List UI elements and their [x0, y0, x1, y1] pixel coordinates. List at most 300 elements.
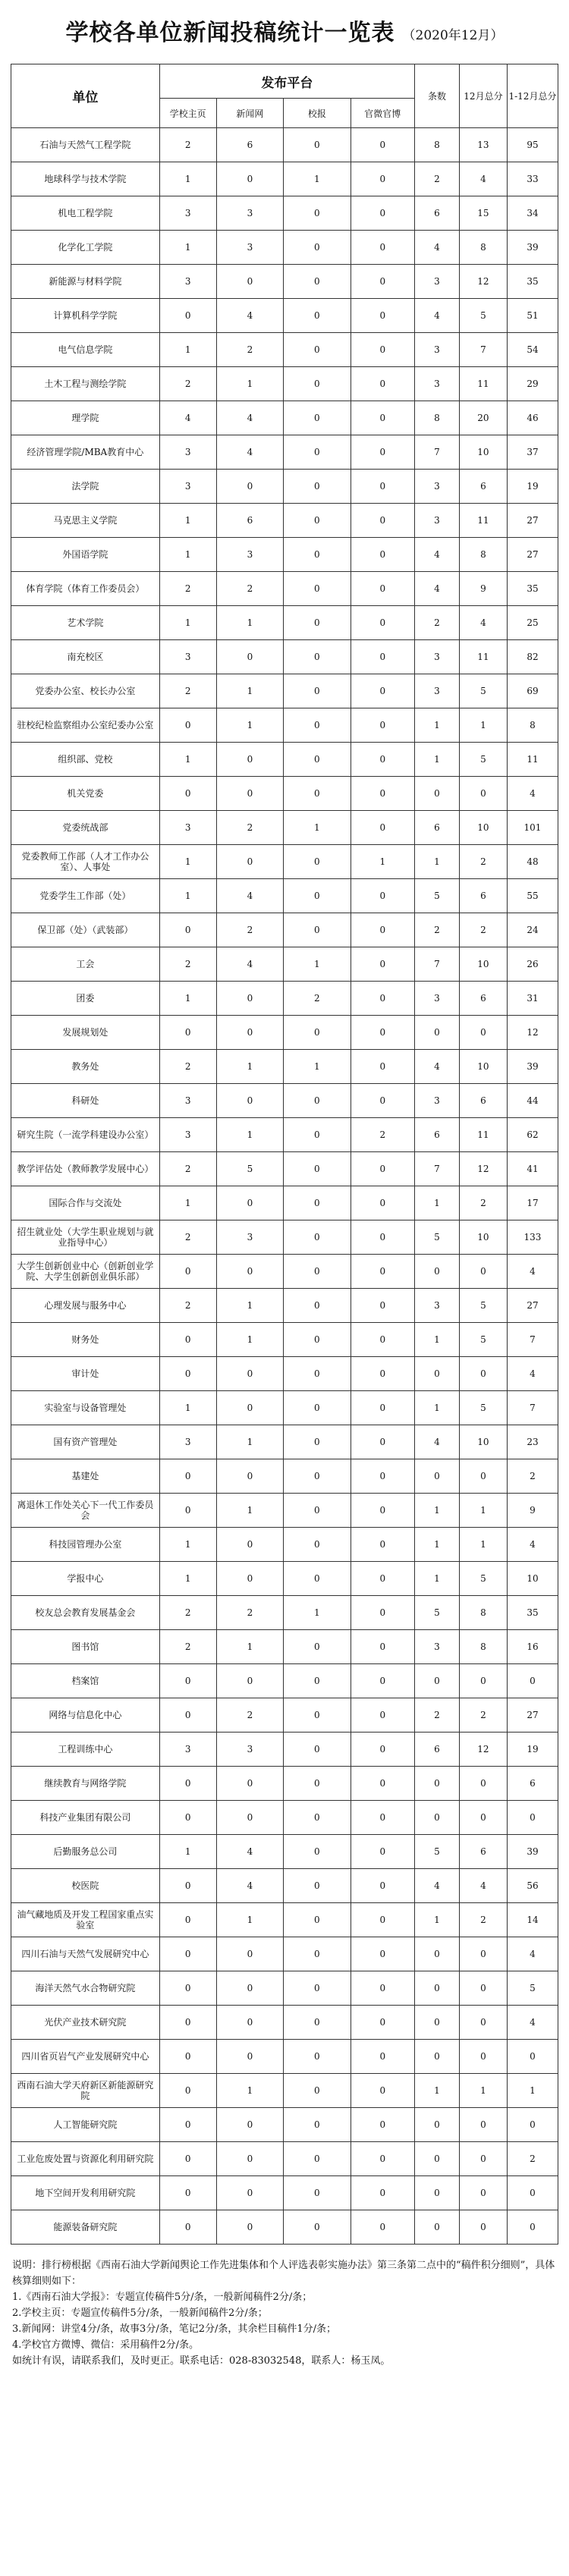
item-count: 2	[415, 606, 460, 640]
title-text: 学校各单位新闻投稿统计一览表	[65, 20, 395, 46]
table-row	[11, 401, 558, 435]
dec-score: 0	[459, 1255, 507, 1289]
school-paper-count: 0	[284, 128, 351, 162]
school-paper-count: 1	[284, 162, 351, 196]
school-paper-count: 0	[284, 1357, 351, 1391]
unit-name: 化学化工学院	[11, 231, 160, 265]
year-score: 8	[507, 708, 558, 743]
unit-name: 能源装备研究院	[11, 2210, 160, 2245]
official-media-count: 0	[351, 2210, 414, 2245]
unit-name: 科技产业集团有限公司	[11, 1801, 160, 1835]
item-count: 2	[415, 1698, 460, 1733]
note-line: 4.学校官方微博、微信：采用稿件2分/条。	[12, 2339, 200, 2351]
news-net-count: 2	[216, 1596, 283, 1630]
item-count: 7	[415, 947, 460, 982]
official-media-count: 0	[351, 743, 414, 777]
table-row	[11, 1255, 558, 1289]
school-paper-count: 0	[284, 1391, 351, 1425]
table-row	[11, 606, 558, 640]
year-score: 26	[507, 947, 558, 982]
news-net-count: 0	[216, 1971, 283, 2006]
school-home-count: 2	[159, 367, 216, 401]
item-count: 1	[415, 1528, 460, 1562]
header-unit: 单位	[11, 64, 160, 128]
school-home-count: 2	[159, 1152, 216, 1186]
news-net-count: 5	[216, 1152, 283, 1186]
dec-score: 0	[459, 2040, 507, 2074]
item-count: 5	[415, 879, 460, 913]
table-row	[11, 538, 558, 572]
unit-name: 发展规划处	[11, 1016, 160, 1050]
school-home-count: 0	[159, 1323, 216, 1357]
year-score: 16	[507, 1630, 558, 1664]
school-paper-count: 0	[284, 1664, 351, 1698]
year-score: 39	[507, 1835, 558, 1869]
year-score: 46	[507, 401, 558, 435]
news-net-count: 0	[216, 1357, 283, 1391]
school-paper-count: 0	[284, 1255, 351, 1289]
school-paper-count: 0	[284, 1528, 351, 1562]
official-media-count: 0	[351, 128, 414, 162]
dec-score: 10	[459, 811, 507, 845]
official-media-count: 0	[351, 1050, 414, 1084]
official-media-count: 0	[351, 1186, 414, 1220]
dec-score: 11	[459, 640, 507, 674]
year-score: 7	[507, 1391, 558, 1425]
year-score: 95	[507, 128, 558, 162]
official-media-count: 0	[351, 2006, 414, 2040]
school-home-count: 1	[159, 1186, 216, 1220]
unit-name: 电气信息学院	[11, 333, 160, 367]
school-home-count: 2	[159, 1596, 216, 1630]
unit-name: 教学评估处（教师教学发展中心）	[11, 1152, 160, 1186]
item-count: 6	[415, 1733, 460, 1767]
table-row	[11, 1835, 558, 1869]
year-score: 35	[507, 572, 558, 606]
news-net-count: 2	[216, 333, 283, 367]
item-count: 0	[415, 2006, 460, 2040]
school-home-count: 2	[159, 1630, 216, 1664]
school-home-count: 1	[159, 162, 216, 196]
statistics-table	[11, 64, 558, 2245]
year-score: 33	[507, 162, 558, 196]
official-media-count: 0	[351, 811, 414, 845]
news-net-count: 0	[216, 2176, 283, 2210]
item-count: 5	[415, 1596, 460, 1630]
news-net-count: 0	[216, 640, 283, 674]
official-media-count: 0	[351, 231, 414, 265]
official-media-count: 0	[351, 401, 414, 435]
school-home-count: 4	[159, 401, 216, 435]
school-home-count: 3	[159, 1425, 216, 1459]
school-paper-count: 0	[284, 1698, 351, 1733]
table-row	[11, 845, 558, 879]
news-net-count: 1	[216, 1425, 283, 1459]
item-count: 1	[415, 1323, 460, 1357]
news-net-count: 6	[216, 128, 283, 162]
school-paper-count: 0	[284, 845, 351, 879]
table-row	[11, 1971, 558, 2006]
school-paper-count: 0	[284, 640, 351, 674]
unit-name: 审计处	[11, 1357, 160, 1391]
unit-name: 党委办公室、校长办公室	[11, 674, 160, 708]
official-media-count: 0	[351, 1801, 414, 1835]
news-net-count: 3	[216, 1220, 283, 1255]
item-count: 8	[415, 128, 460, 162]
year-score: 55	[507, 879, 558, 913]
dec-score: 5	[459, 1562, 507, 1596]
official-media-count: 0	[351, 1562, 414, 1596]
school-paper-count: 0	[284, 1289, 351, 1323]
school-paper-count: 0	[284, 470, 351, 504]
school-paper-count: 0	[284, 231, 351, 265]
school-home-count: 2	[159, 674, 216, 708]
school-paper-count: 0	[284, 1801, 351, 1835]
unit-name: 实验室与设备管理处	[11, 1391, 160, 1425]
table-row	[11, 1016, 558, 1050]
school-home-count: 2	[159, 128, 216, 162]
dec-score: 12	[459, 1152, 507, 1186]
dec-score: 1	[459, 1528, 507, 1562]
news-net-count: 0	[216, 2210, 283, 2245]
item-count: 1	[415, 1186, 460, 1220]
unit-name: 机电工程学院	[11, 196, 160, 231]
year-score: 34	[507, 196, 558, 231]
note-line: 3.新闻网：讲堂4分/条，故事3分/条，笔记2分/条，其余栏目稿件1分/条；	[12, 2323, 337, 2335]
dec-score: 1	[459, 708, 507, 743]
year-score: 27	[507, 1289, 558, 1323]
dec-score: 1	[459, 1494, 507, 1528]
official-media-count: 0	[351, 162, 414, 196]
school-home-count: 3	[159, 811, 216, 845]
official-media-count: 0	[351, 606, 414, 640]
news-net-count: 1	[216, 606, 283, 640]
news-net-count: 4	[216, 299, 283, 333]
dec-score: 0	[459, 1357, 507, 1391]
dec-score: 0	[459, 2176, 507, 2210]
item-count: 3	[415, 333, 460, 367]
official-media-count: 0	[351, 1357, 414, 1391]
official-media-count: 0	[351, 1869, 414, 1903]
news-net-count: 0	[216, 470, 283, 504]
dec-score: 10	[459, 1050, 507, 1084]
year-score: 27	[507, 538, 558, 572]
school-home-count: 1	[159, 982, 216, 1016]
school-paper-count: 0	[284, 538, 351, 572]
news-net-count: 1	[216, 2074, 283, 2108]
school-home-count: 1	[159, 1528, 216, 1562]
year-score: 4	[507, 1937, 558, 1971]
school-paper-count: 2	[284, 982, 351, 1016]
school-home-count: 2	[159, 572, 216, 606]
year-score: 1	[507, 2074, 558, 2108]
school-home-count: 1	[159, 879, 216, 913]
news-net-count: 1	[216, 367, 283, 401]
table-row	[11, 2108, 558, 2142]
item-count: 0	[415, 1971, 460, 2006]
item-count: 0	[415, 1664, 460, 1698]
header-jan-dec-total: 1-12月总分	[507, 64, 558, 128]
dec-score: 12	[459, 265, 507, 299]
dec-score: 5	[459, 1289, 507, 1323]
year-score: 101	[507, 811, 558, 845]
dec-score: 0	[459, 1459, 507, 1494]
dec-score: 6	[459, 470, 507, 504]
year-score: 44	[507, 1084, 558, 1118]
table-row	[11, 1937, 558, 1971]
table-row	[11, 2176, 558, 2210]
item-count: 0	[415, 1016, 460, 1050]
official-media-count: 0	[351, 640, 414, 674]
year-score: 9	[507, 1494, 558, 1528]
table-row	[11, 1562, 558, 1596]
year-score: 0	[507, 1801, 558, 1835]
school-paper-count: 0	[284, 2176, 351, 2210]
year-score: 35	[507, 265, 558, 299]
official-media-count: 0	[351, 1016, 414, 1050]
table-row	[11, 1664, 558, 1698]
year-score: 37	[507, 435, 558, 470]
school-paper-count: 0	[284, 1971, 351, 2006]
dec-score: 20	[459, 401, 507, 435]
school-paper-count: 0	[284, 1459, 351, 1494]
item-count: 2	[415, 913, 460, 947]
unit-name: 招生就业处（大学生职业规划与就业指导中心）	[11, 1220, 160, 1255]
table-row	[11, 913, 558, 947]
school-home-count: 0	[159, 1016, 216, 1050]
year-score: 133	[507, 1220, 558, 1255]
year-score: 6	[507, 1767, 558, 1801]
dec-score: 10	[459, 947, 507, 982]
news-net-count: 2	[216, 1698, 283, 1733]
news-net-count: 4	[216, 1869, 283, 1903]
official-media-count: 0	[351, 504, 414, 538]
news-net-count: 0	[216, 1391, 283, 1425]
item-count: 3	[415, 367, 460, 401]
news-net-count: 0	[216, 1664, 283, 1698]
item-count: 3	[415, 1084, 460, 1118]
dec-score: 10	[459, 1425, 507, 1459]
unit-name: 离退休工作处关心下一代工作委员会	[11, 1494, 160, 1528]
dec-score: 0	[459, 2210, 507, 2245]
unit-name: 工程训练中心	[11, 1733, 160, 1767]
item-count: 5	[415, 1220, 460, 1255]
unit-name: 党委统战部	[11, 811, 160, 845]
table-row	[11, 1528, 558, 1562]
school-home-count: 0	[159, 1971, 216, 2006]
news-net-count: 0	[216, 1459, 283, 1494]
header-dec-total: 12月总分	[459, 64, 507, 128]
news-net-count: 0	[216, 2006, 283, 2040]
unit-name: 后勤服务总公司	[11, 1835, 160, 1869]
dec-score: 12	[459, 1733, 507, 1767]
news-net-count: 1	[216, 1630, 283, 1664]
dec-score: 5	[459, 743, 507, 777]
dec-score: 5	[459, 674, 507, 708]
official-media-count: 0	[351, 1835, 414, 1869]
school-home-count: 0	[159, 1459, 216, 1494]
table-row	[11, 982, 558, 1016]
unit-name: 地球科学与技术学院	[11, 162, 160, 196]
school-home-count: 0	[159, 1494, 216, 1528]
news-net-count: 1	[216, 1118, 283, 1152]
school-paper-count: 0	[284, 777, 351, 811]
official-media-count: 0	[351, 777, 414, 811]
header-official-media: 官微官博	[351, 99, 414, 128]
unit-name: 四川省页岩气产业发展研究中心	[11, 2040, 160, 2074]
year-score: 27	[507, 504, 558, 538]
news-net-count: 4	[216, 1835, 283, 1869]
dec-score: 0	[459, 1016, 507, 1050]
dec-score: 6	[459, 1835, 507, 1869]
unit-name: 组织部、党校	[11, 743, 160, 777]
table-row	[11, 128, 558, 162]
school-paper-count: 0	[284, 1494, 351, 1528]
dec-score: 2	[459, 1698, 507, 1733]
table-row	[11, 2142, 558, 2176]
official-media-count: 0	[351, 299, 414, 333]
year-score: 4	[507, 1357, 558, 1391]
year-score: 62	[507, 1118, 558, 1152]
school-home-count: 0	[159, 1664, 216, 1698]
dec-score: 10	[459, 1220, 507, 1255]
news-net-count: 0	[216, 1562, 283, 1596]
news-net-count: 0	[216, 1016, 283, 1050]
dec-score: 6	[459, 1084, 507, 1118]
news-net-count: 0	[216, 743, 283, 777]
official-media-count: 0	[351, 1289, 414, 1323]
year-score: 11	[507, 743, 558, 777]
year-score: 56	[507, 1869, 558, 1903]
unit-name: 驻校纪检监察组办公室纪委办公室	[11, 708, 160, 743]
news-net-count: 3	[216, 196, 283, 231]
school-paper-count: 0	[284, 2210, 351, 2245]
year-score: 2	[507, 1459, 558, 1494]
school-home-count: 0	[159, 2074, 216, 2108]
official-media-count: 0	[351, 1152, 414, 1186]
school-home-count: 2	[159, 947, 216, 982]
item-count: 0	[415, 1459, 460, 1494]
official-media-count: 0	[351, 913, 414, 947]
school-home-count: 1	[159, 606, 216, 640]
news-net-count: 0	[216, 777, 283, 811]
unit-name: 艺术学院	[11, 606, 160, 640]
dec-score: 8	[459, 231, 507, 265]
dec-score: 0	[459, 1937, 507, 1971]
table-row	[11, 743, 558, 777]
dec-score: 11	[459, 504, 507, 538]
year-score: 0	[507, 2040, 558, 2074]
news-net-count: 0	[216, 1255, 283, 1289]
school-paper-count: 0	[284, 2040, 351, 2074]
table-row	[11, 1903, 558, 1937]
official-media-count: 0	[351, 947, 414, 982]
item-count: 1	[415, 2074, 460, 2108]
dec-score: 0	[459, 1767, 507, 1801]
unit-name: 校友总会教育发展基金会	[11, 1596, 160, 1630]
news-net-count: 1	[216, 708, 283, 743]
official-media-count: 0	[351, 1937, 414, 1971]
item-count: 6	[415, 811, 460, 845]
dec-score: 6	[459, 982, 507, 1016]
item-count: 2	[415, 162, 460, 196]
school-home-count: 3	[159, 1118, 216, 1152]
table-row	[11, 572, 558, 606]
news-net-count: 1	[216, 1289, 283, 1323]
table-body	[11, 128, 558, 2245]
unit-name: 理学院	[11, 401, 160, 435]
school-paper-count: 0	[284, 674, 351, 708]
year-score: 54	[507, 333, 558, 367]
year-score: 82	[507, 640, 558, 674]
news-net-count: 0	[216, 1528, 283, 1562]
year-score: 39	[507, 1050, 558, 1084]
school-home-count: 1	[159, 1562, 216, 1596]
school-paper-count: 0	[284, 1084, 351, 1118]
table-row	[11, 1220, 558, 1255]
official-media-count: 0	[351, 1220, 414, 1255]
school-home-count: 3	[159, 196, 216, 231]
unit-name: 国有资产管理处	[11, 1425, 160, 1459]
official-media-count: 0	[351, 1528, 414, 1562]
school-paper-count: 0	[284, 401, 351, 435]
dec-score: 5	[459, 1323, 507, 1357]
school-paper-count: 0	[284, 504, 351, 538]
school-home-count: 0	[159, 708, 216, 743]
news-net-count: 3	[216, 1733, 283, 1767]
news-net-count: 0	[216, 2040, 283, 2074]
table-row	[11, 1630, 558, 1664]
school-paper-count: 0	[284, 367, 351, 401]
unit-name: 图书馆	[11, 1630, 160, 1664]
school-paper-count: 0	[284, 1425, 351, 1459]
official-media-count: 0	[351, 1425, 414, 1459]
unit-name: 人工智能研究院	[11, 2108, 160, 2142]
unit-name: 石油与天然气工程学院	[11, 128, 160, 162]
item-count: 4	[415, 299, 460, 333]
dec-score: 1	[459, 2074, 507, 2108]
year-score: 25	[507, 606, 558, 640]
official-media-count: 0	[351, 572, 414, 606]
table-row	[11, 1084, 558, 1118]
year-score: 14	[507, 1903, 558, 1937]
school-home-count: 0	[159, 2142, 216, 2176]
news-net-count: 0	[216, 1937, 283, 1971]
year-score: 10	[507, 1562, 558, 1596]
notes	[12, 2257, 557, 2369]
school-paper-count: 0	[284, 913, 351, 947]
school-paper-count: 0	[284, 1835, 351, 1869]
school-paper-count: 0	[284, 1186, 351, 1220]
dec-score: 11	[459, 1118, 507, 1152]
school-home-count: 0	[159, 1767, 216, 1801]
item-count: 0	[415, 2040, 460, 2074]
unit-name: 机关党委	[11, 777, 160, 811]
unit-name: 档案馆	[11, 1664, 160, 1698]
table-row	[11, 1323, 558, 1357]
year-score: 35	[507, 1596, 558, 1630]
item-count: 1	[415, 845, 460, 879]
table-row	[11, 1698, 558, 1733]
unit-name: 心理发展与服务中心	[11, 1289, 160, 1323]
official-media-count: 0	[351, 367, 414, 401]
note-line: 2.学校主页：专题宣传稿件5分/条，一般新闻稿件2分/条；	[12, 2307, 268, 2319]
official-media-count: 0	[351, 674, 414, 708]
official-media-count: 0	[351, 1733, 414, 1767]
official-media-count: 0	[351, 470, 414, 504]
item-count: 1	[415, 708, 460, 743]
unit-name: 计算机科学学院	[11, 299, 160, 333]
